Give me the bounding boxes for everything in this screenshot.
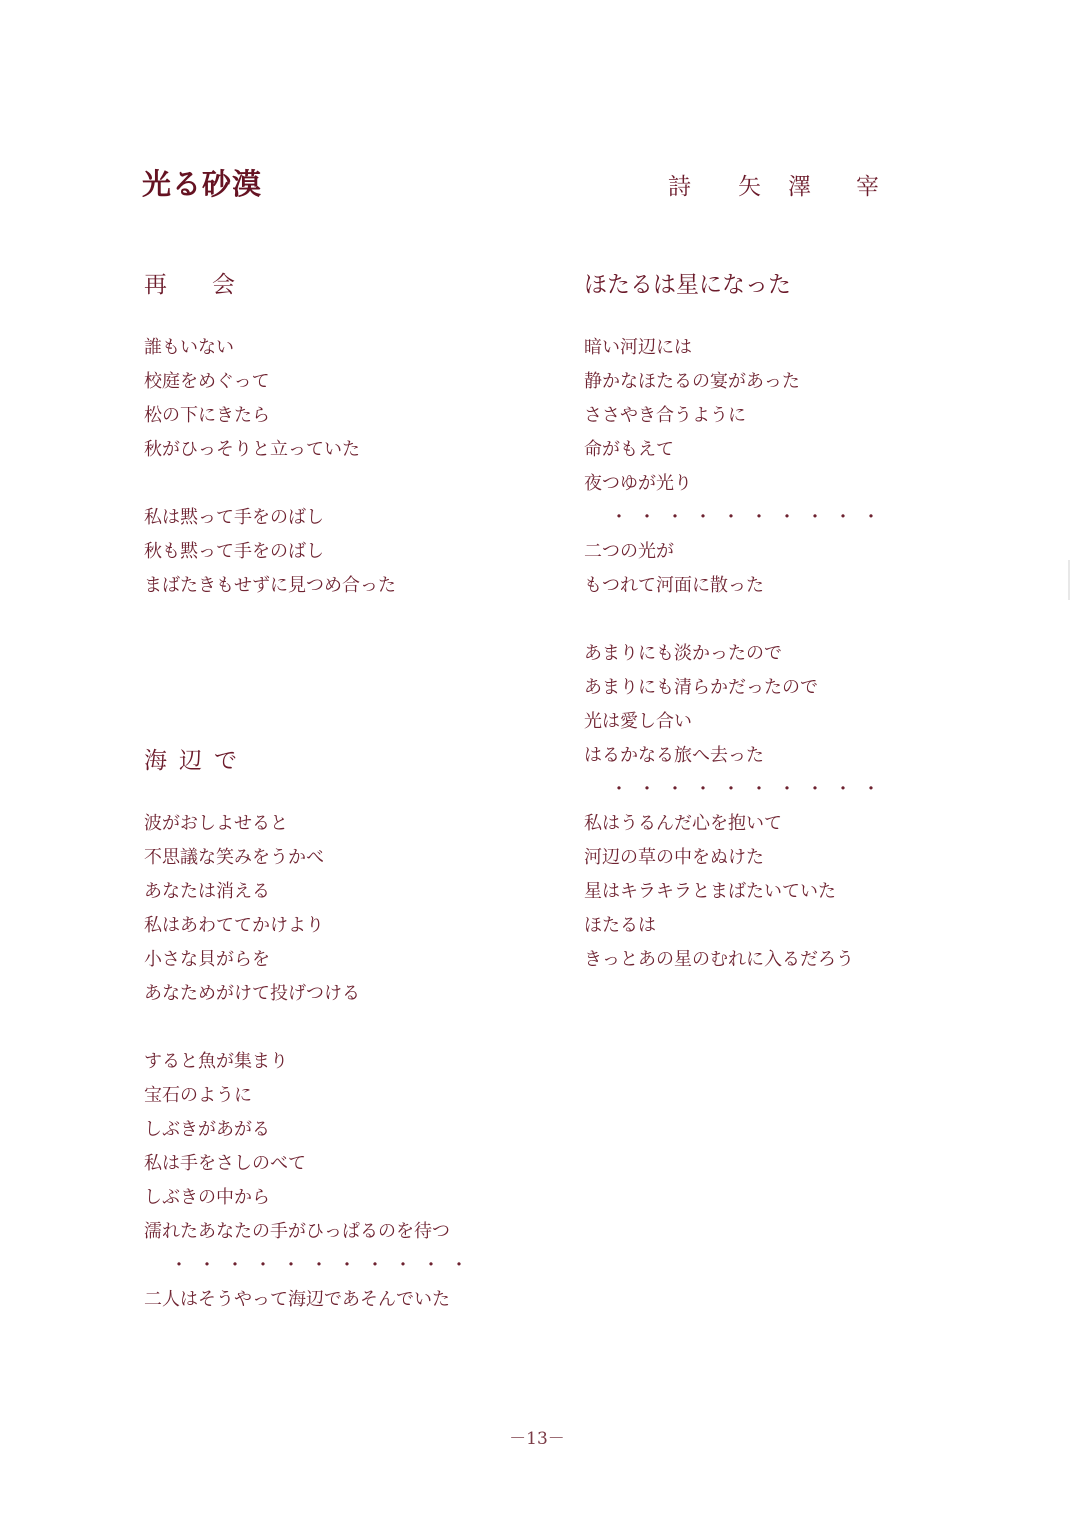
poem-title-hotaru: ほたるは星になった: [584, 272, 791, 298]
poem-line: あまりにも淡かったので: [584, 643, 782, 664]
poem-line: もつれて河面に散った: [584, 575, 764, 596]
poem-line: 私は手をさしのべて: [144, 1153, 306, 1174]
poem-line: あなためがけて投げつける: [144, 983, 360, 1004]
poem-line: 宝石のように: [144, 1085, 252, 1106]
ellipsis-line: ・・・・・・・・・・・: [170, 1255, 478, 1276]
poem-line: 二つの光が: [584, 541, 674, 562]
author-name-char-1: 矢: [738, 174, 761, 200]
author-name-char-3: 宰: [856, 174, 879, 200]
poem-line: 夜つゆが光り: [584, 473, 692, 494]
poem-line: 光は愛し合い: [584, 711, 692, 732]
page-number: －13－: [509, 1429, 565, 1449]
ellipsis-line: ・・・・・・・・・・: [610, 779, 890, 800]
poem-line: あまりにも清らかだったので: [584, 677, 818, 698]
poem-line: 秋がひっそりと立っていた: [144, 439, 360, 460]
poem-line: 不思議な笑みをうかべ: [144, 847, 324, 868]
document-page: 光る砂漠 詩 矢 澤 宰 再 会 誰もいない 校庭をめぐって 松の下にきたら 秋がひっそりと立っていた 私は黙って手をのばし 秋も黙って手をのばし まばたきもせずに見つめ合った 海 辺 で 波がおしよせると 不思議な笑みをうかべ あなたは消える 私はあわててかけより 小さな貝がらを あなためがけて投げつける すると魚が集まり 宝石のように しぶきがあがる 私は手をさしのべて しぶきの中から 濡れたあなたの手がひっぱるのを待つ ・・・・・・・・・・・ 二人はそうやって海辺であそんでいた ほたるは星になった 暗い河辺には 静かなほたるの宴があった ささやき合うように 命がもえて 夜つゆが光り ・・・・・・・・・・ 二つの光が もつれて河面に散った あまりにも淡かったので あまりにも清らかだったので 光は愛し合い はるかなる旅へ去った ・・・・・・・・・・ 私はうるんだ心を抱いて 河辺の草の中をぬけた 星はキラキラとまばたいていた ほたるは きっとあの星のむれに入るだろう －13－: [0, 0, 1074, 1518]
poem-line: 私は黙って手をのばし: [144, 507, 324, 528]
poem-line: 誰もいない: [144, 337, 234, 358]
poem-line: 波がおしよせると: [144, 813, 288, 834]
poem-line: 濡れたあなたの手がひっぱるのを待つ: [144, 1221, 450, 1242]
poem-line: ささやき合うように: [584, 405, 746, 426]
poem-line: 校庭をめぐって: [144, 371, 270, 392]
poem-line: 静かなほたるの宴があった: [584, 371, 800, 392]
poem-line: 命がもえて: [584, 439, 674, 460]
author-name-char-2: 澤: [788, 174, 811, 200]
poem-line: しぶきがあがる: [144, 1119, 270, 1140]
poem-line: まばたきもせずに見つめ合った: [144, 575, 396, 596]
ellipsis-line: ・・・・・・・・・・: [610, 507, 890, 528]
poem-line: あなたは消える: [144, 881, 270, 902]
poem-line: すると魚が集まり: [144, 1051, 288, 1072]
poem-line: きっとあの星のむれに入るだろう: [584, 949, 854, 970]
poem-line: ほたるは: [584, 915, 656, 936]
poem-line: 秋も黙って手をのばし: [144, 541, 324, 562]
author-role: 詩: [668, 174, 691, 200]
poem-line: 私はうるんだ心を抱いて: [584, 813, 782, 834]
poem-line: 星はキラキラとまばたいていた: [584, 881, 836, 902]
poem-line: 河辺の草の中をぬけた: [584, 847, 764, 868]
poem-line: 私はあわててかけより: [144, 915, 324, 936]
poem-line: はるかなる旅へ去った: [584, 745, 764, 766]
page-title: 光る砂漠: [142, 167, 263, 201]
poem-line: 二人はそうやって海辺であそんでいた: [144, 1289, 450, 1310]
poem-line: 暗い河辺には: [584, 337, 692, 358]
poem-line: 小さな貝がらを: [144, 949, 270, 970]
scan-edge-shadow: [1068, 560, 1070, 600]
poem-line: 松の下にきたら: [144, 405, 270, 426]
poem-line: しぶきの中から: [144, 1187, 270, 1208]
